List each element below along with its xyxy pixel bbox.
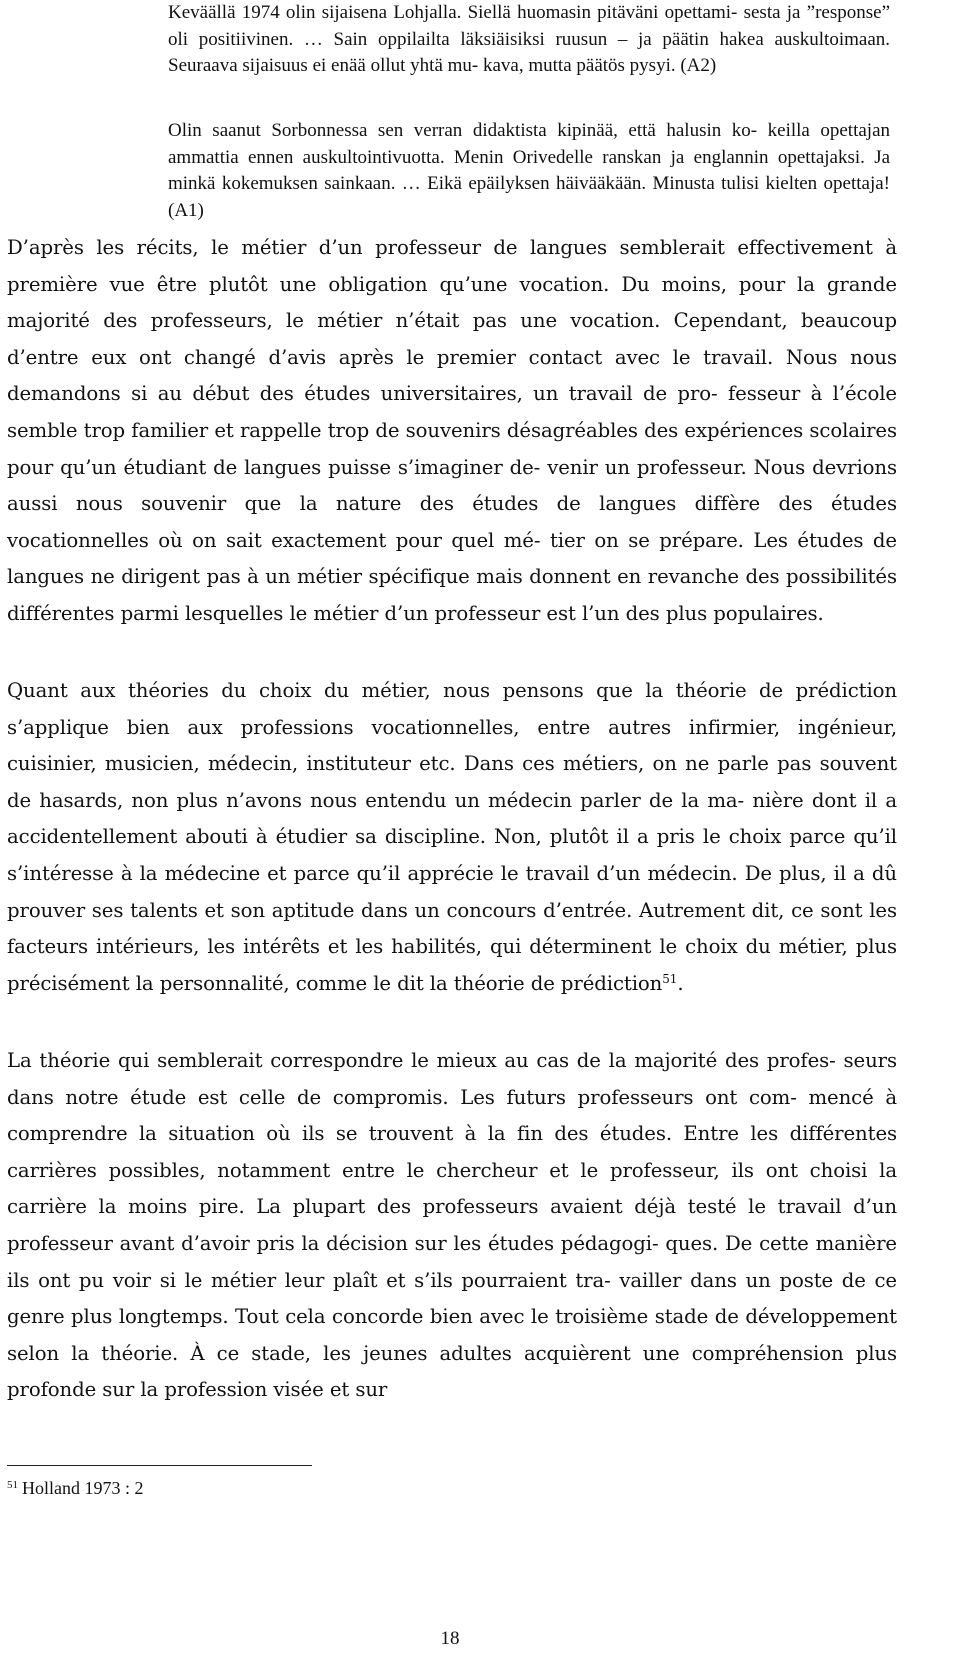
footnote-text: Holland 1973 : 2: [22, 1478, 144, 1498]
footnote-number: 51: [7, 1479, 18, 1491]
paragraph-text: La théorie qui semblerait correspondre le mieux au cas de la majorité des profes- seurs dans notre étude est celle de compromis. Les futurs professeurs ont com- mencé à comprendre la situation où ils se trouvent à la fin des études. Entre les différentes carrières possibles, notamment entre le chercheur et le professeur, ils ont choisi la carrière la moins pire. La plupart des professeurs avaient déjà testé le travail d’un professeur avant d’avoir pris la décision sur les études pédagogi- ques. De cette manière ils ont pu voir si le métier leur plaît et s’ils pourraient tra- vailler dans un poste de ce genre plus longtemps. Tout cela concorde bien avec le troisième stade de développement selon la théorie. À ce stade, les jeunes adultes acquièrent une compréhension plus profonde sur la profession visée et sur: [7, 1049, 898, 1402]
footnote-reference[interactable]: 51: [662, 971, 678, 986]
body-paragraph-3: [7, 1043, 897, 1409]
paragraph-text: Quant aux théories du choix du métier, nous pensons que la théorie de prédiction s’applique bien aux professions vocationnelles, entre autres infirmier, ingénieur, cuisinier, musicien, médecin, instituteur etc. Dans ces métiers, on ne parle pas souvent de hasards, non plus n’avons nous entendu un médecin parler de la ma- nière dont il a accidentellement abouti à étudier sa discipline. Non, plutôt il a pris le choix parce qu’il s’intéresse à la médecine et parce qu’il apprécie le travail d’un médecin. De plus, il a dû prouver ses talents et son aptitude dans un concours d’entrée. Autrement dit, ce sont les facteurs intérieurs, les intérêts et les habilités, qui déterminent le choix du métier, plus précisément la personnalité, comme le dit la théorie de prédiction$^{51}$.: [7, 679, 898, 995]
paragraph-text: D’après les récits, le métier d’un professeur de langues semblerait effectivement à première vue être plutôt une obligation qu’une vocation. Du moins, pour la grande majorité des professeurs, le métier n’était pas une vocation. Cependant, beaucoup d’entre eux ont changé d’avis après le premier contact avec le travail. Nous nous demandons si au début des études universitaires, un travail de pro- fesseur à l’école semble trop familier et rappelle trop de souvenirs désagréables des expériences scolaires pour qu’un étudiant de langues puisse s’imaginer de- venir un professeur. Nous devrions aussi nous souvenir que la nature des études de langues diffère des études vocationnelles où on sait exactement pour quel mé- tier on se prépare. Les études de langues ne dirigent pas à un métier spécifique mais donnent en revanche des possibilités différentes parmi lesquelles le métier d’un professeur est l’un des plus populaires.: [7, 236, 897, 625]
block-quote-a1: [168, 118, 890, 224]
footnote: [7, 1476, 144, 1500]
footnote-separator: [7, 1465, 312, 1466]
quote-a2-paragraph: Keväällä 1974 olin sijaisena Lohjalla. Siellä huomasin pitäväni opettami- sesta ja ”response” oli positiivinen. … Sain oppilailta läksiäisiksi ruusun – ja päätin hakea auskultoimaan. Seuraava sijaisuus ei enää ollut yhtä mu- kava, mutta päätös pysyi. (A2): [168, 2, 891, 76]
block-quote-a2: [168, 0, 890, 80]
body-paragraph-2: [7, 673, 897, 1002]
quote-a1-paragraph: Olin saanut Sorbonnessa sen verran didaktista kipinää, että halusin ko- keilla opettajan ammattia ennen auskultointivuotta. Menin Orivedelle ranskan ja englannin opettajaksi. Ja minkä kokemuksen sainkaan. … Eikä epäilyksen häivääkään. Minusta tulisi kielten opettaja! (A1): [168, 120, 891, 221]
page-number: 18: [440, 1628, 460, 1649]
body-paragraph-1: [7, 230, 897, 633]
